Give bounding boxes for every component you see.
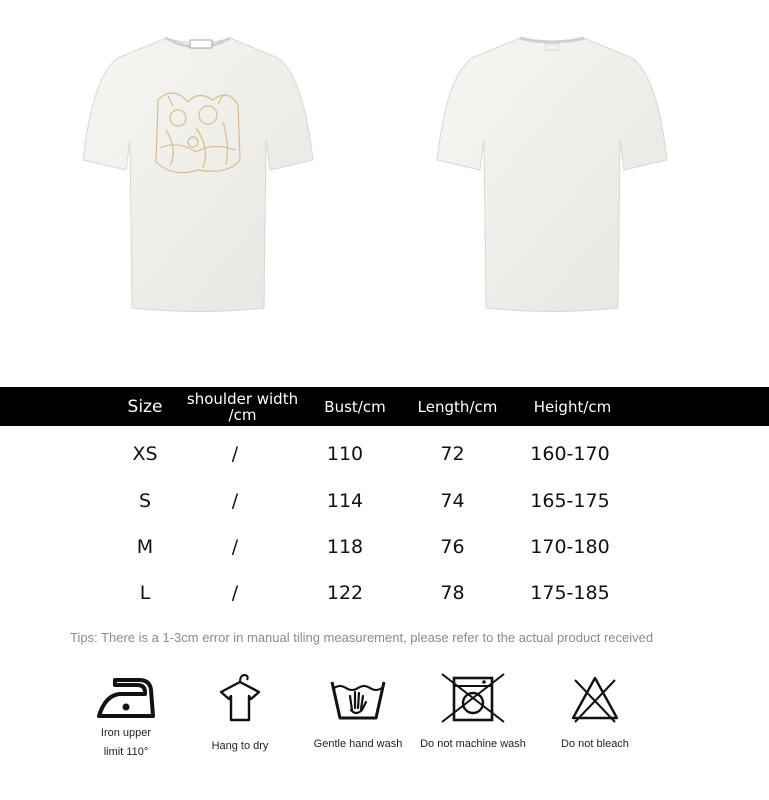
care-item-hand-wash: Gentle hand wash [298, 672, 418, 754]
iron-icon [95, 672, 157, 722]
cell-size: S [138, 490, 152, 512]
table-row [0, 486, 769, 516]
care-item-iron: Iron upper limit 110° [66, 672, 186, 762]
cell-bust: 110 [326, 443, 364, 465]
care-item-no-machine-wash: Do not machine wash [413, 672, 533, 754]
cell-height: 160-170 [530, 443, 610, 465]
header-height: Height/cm [533, 397, 612, 416]
header-size: Size [127, 396, 163, 417]
tshirt-back-image [432, 30, 672, 320]
cell-height: 165-175 [530, 490, 610, 512]
header-bust: Bust/cm [324, 397, 386, 416]
cell-shoulder: / [231, 536, 239, 558]
care-item-hang-dry: Hang to dry [180, 672, 300, 756]
header-shoulder-width: shoulder width /cm [186, 389, 299, 424]
cell-shoulder: / [231, 490, 239, 512]
cell-shoulder: / [231, 443, 239, 465]
product-photos [0, 0, 769, 385]
no-bleach-icon [567, 672, 623, 724]
cell-shoulder: / [231, 582, 239, 604]
care-item-no-bleach: Do not bleach [535, 672, 655, 754]
no-machine-wash-icon [440, 672, 506, 724]
cell-height: 175-185 [530, 582, 610, 604]
cell-length: 72 [440, 443, 465, 465]
cell-length: 78 [440, 582, 465, 604]
cell-bust: 114 [326, 490, 364, 512]
cell-bust: 122 [326, 582, 364, 604]
gentle-hand-wash-icon [328, 672, 388, 724]
cell-size: M [136, 536, 154, 558]
cell-bust: 118 [326, 536, 364, 558]
table-row [0, 439, 769, 469]
hang-dry-icon [215, 672, 265, 724]
measurement-tips: Tips: There is a 1-3cm error in manual tiling measurement, please refer to the actual product received [70, 630, 654, 645]
cell-height: 170-180 [530, 536, 610, 558]
header-length: Length/cm [417, 397, 498, 416]
table-row [0, 532, 769, 562]
tshirt-front-image [78, 30, 318, 320]
cell-size: L [139, 582, 151, 604]
cell-length: 76 [440, 536, 465, 558]
cell-size: XS [132, 443, 158, 465]
cell-length: 74 [440, 490, 465, 512]
table-row [0, 578, 769, 608]
size-table-header [0, 387, 769, 426]
